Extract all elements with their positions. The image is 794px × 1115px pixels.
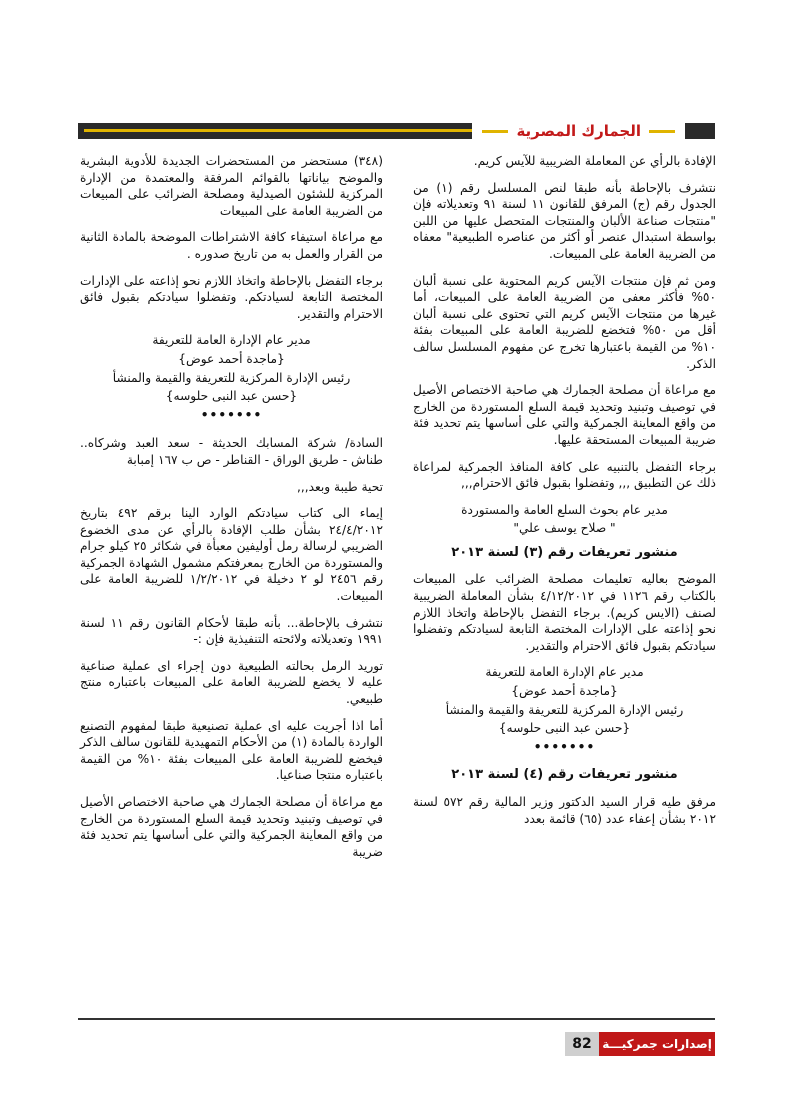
- signature-line: " صلاح يوسف علي": [513, 521, 616, 536]
- paragraph: مرفق طيه قرار السيد الدكتور وزير المالية رقم ٥٧٢ لسنة ٢٠١٢ بشأن إعفاء عدد (٦٥) قائمة بعدد: [413, 795, 716, 826]
- signature-line: {حسن عبد النبى حلوسه}: [498, 721, 631, 736]
- signature-line: رئيس الإدارة المركزية للتعريفة والقيمة والمنشأ: [112, 370, 351, 385]
- paragraph: أما اذا أجريت عليه اى عملية تصنيعية طبقا لمفهوم التصنيع الواردة بالمادة (١) من الأحكام التمهيدية للقانون سالف الذكر فيخضع للضريبة العامة على المبيعات بفئة ١٠% من القيمة باعتباره منتجا صناعيا.: [80, 718, 383, 783]
- paragraph: توريد الرمل بحالته الطبيعية دون إجراء اى عملية صناعية عليه لا يخضع للضريبة العامة على المبيعات باعتباره منتج طبيعي.: [80, 658, 383, 707]
- signature-line: {ماجدة أحمد عوض}: [511, 684, 618, 699]
- paragraph: نتشرف بالإحاطة بأنه طبقا لنص المسلسل رقم (١) من الجدول رقم (ج) المرفق للقانون ١١ لسنة ٩١ وتعديلاته فإن "منتجات صناعة الألبان والمنتجات المتحصل عليها من اللبن بواسطة استبدال عنصر أو أكثر من عناصره الطبيعية" معفاه من الضريبة العامة على المبيعات.: [413, 180, 716, 261]
- paragraph: الإفادة بالرأي عن المعاملة الضريبية للآيس كريم.: [473, 154, 716, 168]
- paragraph: تحية طيبة وبعد,,,: [297, 479, 383, 494]
- paragraph: مع مراعاة أن مصلحة الجمارك هي صاحبة الاختصاص الأصيل في توصيف وتبنيد وتحديد قيمة السلع المستوردة من الخارج من واقع المعاينة الجمركية والتي على أساسها يتم تحديد فئة ضريبة المبيعات المستحقة عليها.: [413, 383, 716, 447]
- paragraph: السادة/ شركة المسابك الحديثة - سعد العبد وشركاه.. طناش - طريق الوراق - القناطر - ص ب ١٦٧ إمبابة: [80, 436, 383, 467]
- signature-line: مدير عام الإدارة العامة للتعريفة: [152, 333, 311, 348]
- signature-line: رئيس الإدارة المركزية للتعريفة والقيمة والمنشأ: [445, 702, 684, 717]
- section-heading: منشور تعريفات رقم (٣) لسنة ٢٠١٣: [451, 544, 678, 560]
- paragraph: برجاء التفضل بالإحاطة واتخاذ اللازم نحو إذاعته على الإدارات المختصة التابعة لسيادتكم. وتفضلوا سيادتكم بقبول فائق الاحترام والتقدير.: [80, 273, 383, 321]
- footer-rule: [78, 1018, 715, 1020]
- separator-dots: •••••••: [200, 407, 263, 422]
- paragraph: (٣٤٨) مستحضر من المستحضرات الجديدة للأدوية البشرية والموضح بياناتها بالقوائم المرفقة والمعتمدة من الإدارة المركزية للشئون الصيدلية ومصلحة الضرائب على المبيعات من الضريبة العامة على المبيعات: [80, 154, 383, 218]
- page-footer: [565, 1032, 715, 1056]
- header-title: الجمارك المصرية: [516, 122, 641, 140]
- separator-dots: •••••••: [533, 739, 596, 754]
- header-tick-left: [482, 130, 508, 133]
- publication-title: إصدارات جمركيـــة: [599, 1032, 715, 1056]
- header-label: [472, 119, 685, 143]
- paragraph: مع مراعاة استيفاء كافة الاشتراطات الموضحة بالمادة الثانية من القرار والعمل به من تاريخ صدوره .: [80, 230, 383, 261]
- left-column: [80, 153, 383, 870]
- paragraph: ومن ثم فإن منتجات الآيس كريم المحتوية على نسبة ألبان ٥٠% فأكثر معفى من الضريبة العامة على المبيعات، أما غيرها من منتجات الآيس كريم التي تحتوى على نسبة ألبان أقل من ٥٠% فتخضع للضريبة العامة على المبيعات بفئة ١٠% من القيمة باعتبارها تخرج عن مفهوم المسلسل سالف الذكر.: [413, 273, 716, 371]
- paragraph: برجاء التفضل بالتنبيه على كافة المنافذ الجمركية لمراعاة ذلك عن التطبيق ,,, وتفضلوا بقبول فائق الاحترام,,,: [413, 459, 716, 491]
- page-number: 82: [565, 1032, 599, 1056]
- paragraph: إيماء الى كتاب سيادتكم الوارد الينا برقم ٤٩٢ بتاريخ ٢٤/٤/٢٠١٢ بشأن طلب الإفادة بالرأي عن مدى الخضوع الضريبي لرسالة رمل أوليفين معبأة في شكائر ٢٥ كيلو جرام والمستوردة من الخارج بمعرفتكم مشمول الشهادة الجمركية رقم ٢٤٥٦ لو ٢ دخيلة في ١/٢/٢٠١٢ للضريبة العامة على المبيعات.: [80, 506, 383, 604]
- page-header: [78, 118, 715, 144]
- paragraph: مع مراعاة أن مصلحة الجمارك هي صاحبة الاختصاص الأصيل في توصيف وتبنيد وتحديد قيمة السلع المستوردة من الخارج من واقع المعاينة الجمركية والتي على أساسها يتم تحديد فئة ضريبة: [80, 795, 383, 859]
- signature-line: مدير عام بحوث السلع العامة والمستوردة: [461, 502, 668, 517]
- paragraph: الموضح بعاليه تعليمات مصلحة الضرائب على المبيعات بالكتاب رقم ١١٢٦ في ٤/١٢/٢٠١٢ بشأن المعاملة الضريبية لصنف (الايس كريم). برجاء التفضل بالإحاطة واتخاذ اللازم نحو إذاعته على الإدارات المختصة التابعة لسيادتكم وتفضلوا سيادتكم بقبول فائق الاحترام والتقدير.: [413, 572, 717, 653]
- signature-line: مدير عام الإدارة العامة للتعريفة: [485, 665, 644, 680]
- section-heading: منشور تعريفات رقم (٤) لسنة ٢٠١٣: [451, 767, 678, 783]
- paragraph: نتشرف بالإحاطة... بأنه طبقا لأحكام القانون رقم ١١ لسنة ١٩٩١ وتعديلاته ولائحته التنفيذية فإن :-: [80, 615, 384, 647]
- right-column: [413, 153, 716, 837]
- signature-line: {حسن عبد النبى حلوسه}: [165, 389, 298, 404]
- header-tick-right: [649, 130, 675, 133]
- signature-line: {ماجدة أحمد عوض}: [178, 351, 285, 366]
